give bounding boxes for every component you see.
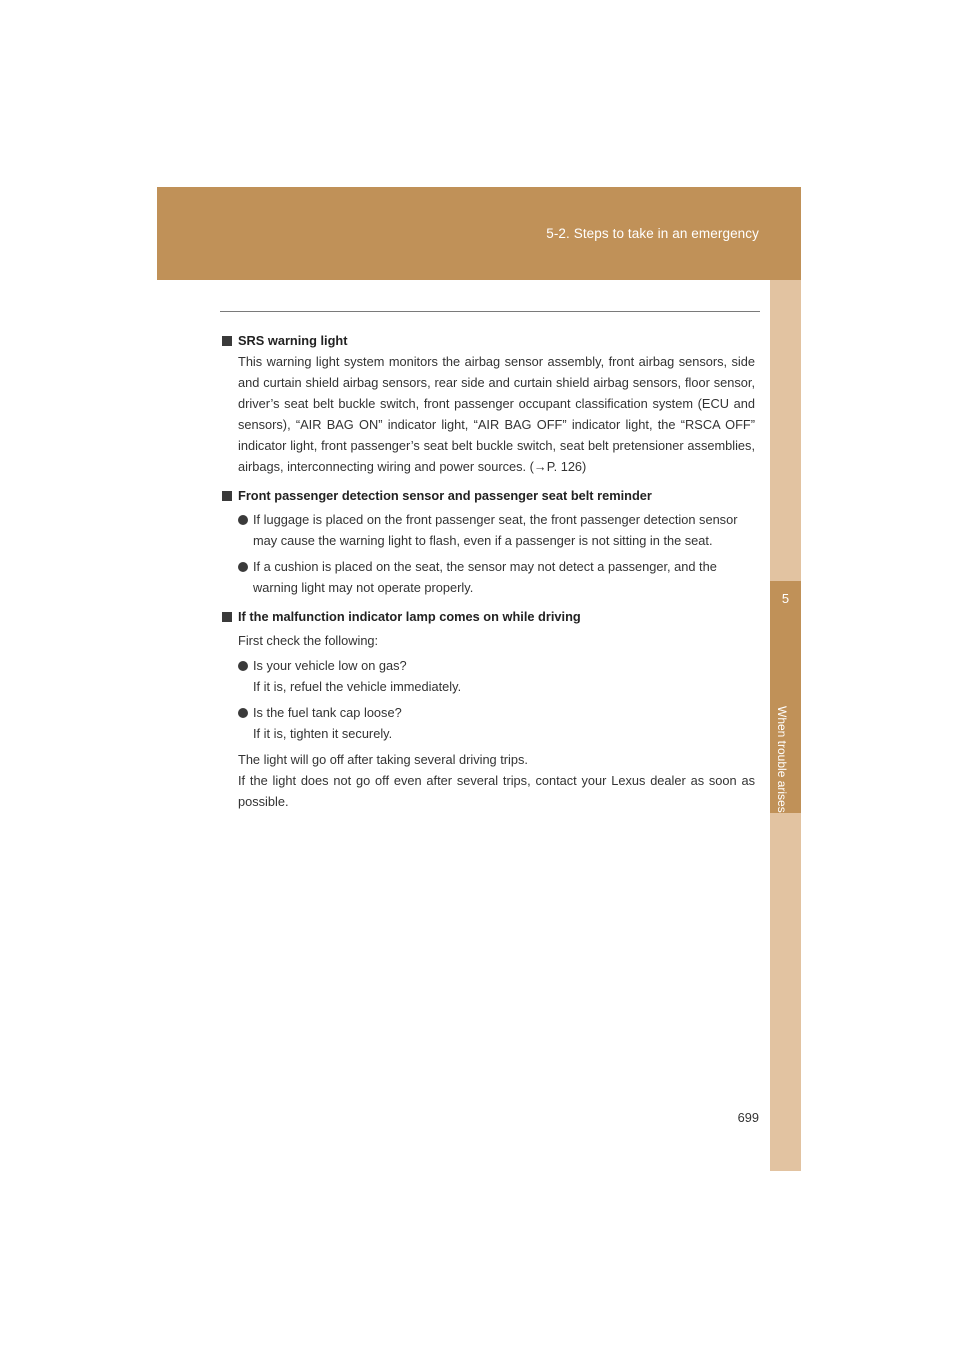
- section-outro: If the light does not go off even after several trips, contact your Lexus dealer as soon as possible.: [238, 773, 755, 809]
- page-content: [222, 330, 755, 820]
- section-heading: Front passenger detection sensor and passenger seat belt reminder: [238, 488, 652, 503]
- list-item-text: If luggage is placed on the front passenger seat, the front passenger detection sensor may cause the warning light to flash, even if a passenger is not sitting in the seat.: [253, 512, 738, 548]
- round-bullet-icon: [238, 661, 248, 671]
- list-item: [238, 655, 755, 697]
- section-heading: If the malfunction indicator lamp comes on while driving: [238, 609, 581, 624]
- list-item: [238, 702, 755, 744]
- list-item: [238, 556, 755, 598]
- section-heading: SRS warning light: [238, 333, 348, 348]
- round-bullet-icon: [238, 708, 248, 718]
- list-item: [238, 509, 755, 551]
- section-body: This warning light system monitors the airbag sensor assembly, front airbag sensors, side and curtain shield airbag sensors, rear side and curtain shield airbag sensors, floor sensor, driver’s seat belt buckle switch, front passenger occupant classification system (ECU and sensors), “AIR BAG ON” indicator light, “AIR BAG OFF” indicator light, the “RSCA OFF” indicator light, front passenger’s seat belt buckle switch, seat belt pretensioner assemblies, airbags, interconnecting wiring and power sources. (→P. 126): [238, 354, 755, 474]
- list-item-text: If a cushion is placed on the seat, the sensor may not detect a passenger, and the warning light may not operate properly.: [253, 559, 717, 595]
- section-outro: The light will go off after taking several driving trips.: [238, 752, 528, 767]
- section-front-passenger-detection: [222, 485, 755, 598]
- page-number: 699: [737, 1110, 759, 1125]
- top-divider: [220, 311, 760, 312]
- square-bullet-icon: [222, 491, 232, 501]
- header-band: [157, 187, 801, 280]
- list-item-answer: If it is, refuel the vehicle immediately.: [253, 679, 462, 694]
- chapter-title: When trouble arises: [775, 706, 789, 813]
- section-malfunction-indicator: [222, 606, 755, 812]
- round-bullet-icon: [238, 515, 248, 525]
- section-title: 5-2. Steps to take in an emergency: [546, 226, 759, 241]
- square-bullet-icon: [222, 612, 232, 622]
- section-srs-warning-light: [222, 330, 755, 477]
- round-bullet-icon: [238, 562, 248, 572]
- chapter-title-container: [773, 706, 795, 813]
- chapter-number: 5: [781, 591, 790, 606]
- section-intro: First check the following:: [238, 633, 379, 648]
- list-item-answer: If it is, tighten it securely.: [253, 726, 393, 741]
- list-item-question: Is your vehicle low on gas?: [253, 658, 407, 673]
- square-bullet-icon: [222, 336, 232, 346]
- list-item-question: Is the fuel tank cap loose?: [253, 705, 402, 720]
